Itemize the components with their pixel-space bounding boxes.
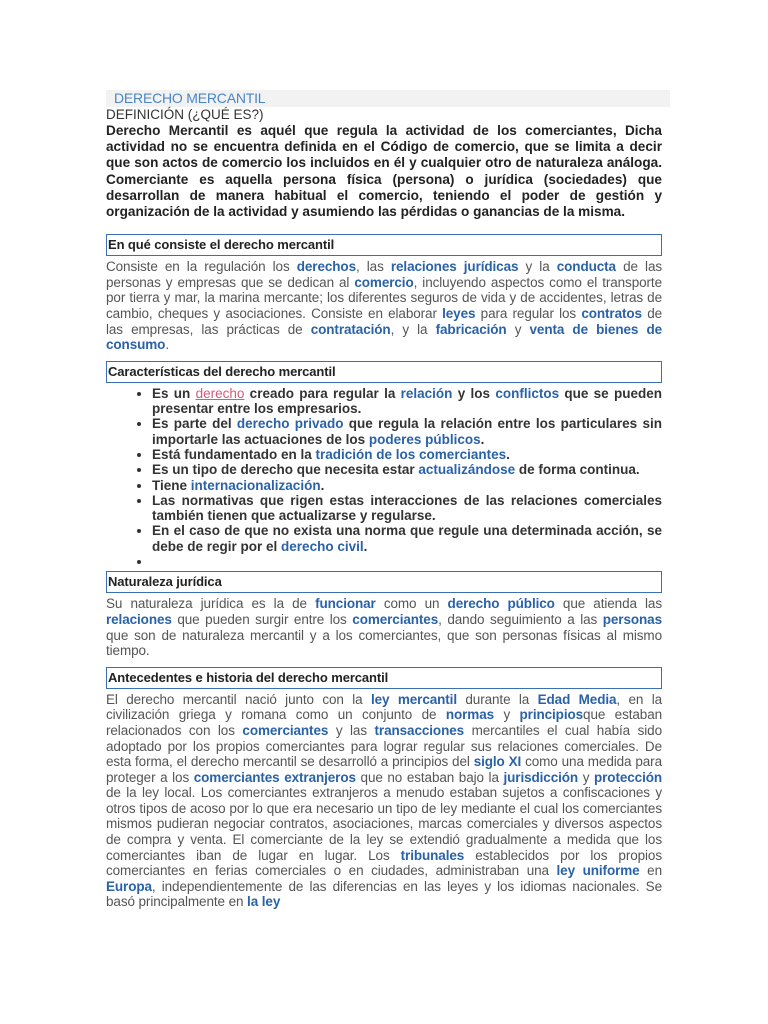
section-body-antecedentes: [106, 692, 662, 910]
text-run: .: [506, 446, 510, 462]
intro-paragraph: Derecho Mercantil es aquél que regula la actividad de los comerciantes, Dicha actividad no se encuentra definida en el Código de comercio, que se limita a decir que son actos de comercio los incluidos en él y cualquier otro de naturaleza análoga. Comerciante es aquella persona física (persona) o jurídica (sociedades) que desarrollan de manera habitual el comercio, teniendo el poder de gestión y organización de la actividad y asumiendo las pérdidas o ganancias de la misma.: [106, 123, 662, 220]
list-item: [152, 447, 662, 462]
text-run: Su naturaleza jurídica es la de: [106, 596, 316, 612]
keyword-link[interactable]: venta de bienes de consumo: [106, 321, 663, 353]
text-run: Es un tipo de derecho que necesita estar: [152, 462, 419, 478]
text-run: Es un: [152, 385, 196, 401]
text-run: .: [320, 477, 325, 493]
list-item: [152, 493, 662, 524]
keyword-link[interactable]: poderes públicos: [368, 431, 481, 447]
keyword-link[interactable]: jurisdicción: [503, 769, 579, 785]
keyword-link[interactable]: derecho civil: [281, 538, 364, 554]
hyperlink[interactable]: derecho: [195, 385, 245, 401]
text-run: establecidos por los propios comerciantes en ferias comerciales o en ciudades, administraban una: [106, 847, 662, 879]
text-run: Tiene: [152, 477, 191, 493]
text-run: Las normativas que rigen estas interacciones de las relaciones comerciales también tienen que actualizarse y regularse.: [152, 492, 662, 524]
keyword-link[interactable]: comerciantes: [242, 722, 329, 738]
text-run: para regular los: [475, 306, 582, 321]
keyword-link[interactable]: leyes: [442, 306, 476, 321]
keyword-link[interactable]: actualizándose: [418, 462, 516, 478]
text-run: de forma continua.: [515, 462, 640, 478]
text-run: que son de naturaleza mercantil y a los comerciantes, que son personas físicas al mismo tiempo.: [106, 627, 662, 659]
list-item: [152, 462, 662, 477]
text-run: como una medida para proteger a los: [106, 754, 662, 785]
keyword-link[interactable]: comerciantes extranjeros: [193, 769, 356, 785]
keyword-link[interactable]: tradición de los comerciantes: [315, 446, 507, 462]
keyword-link[interactable]: derecho público: [447, 596, 555, 612]
keyword-link[interactable]: protección: [594, 769, 663, 785]
text-run: en: [639, 863, 662, 879]
list-item: [152, 478, 662, 493]
text-run: .: [363, 538, 368, 554]
text-run: y las: [328, 722, 375, 738]
keyword-link[interactable]: transacciones: [374, 722, 465, 738]
text-run: como un: [375, 596, 448, 612]
text-run: Está fundamentado en la: [152, 446, 316, 462]
keyword-link[interactable]: relación: [400, 385, 453, 401]
list-item: [152, 523, 662, 554]
section-heading-consiste: En qué consiste el derecho mercantil: [106, 234, 662, 256]
characteristics-list: [106, 386, 662, 570]
keyword-link[interactable]: derecho privado: [236, 416, 344, 432]
text-run: de las empresas, las prácticas de: [106, 306, 663, 337]
text-run: , y la: [390, 321, 436, 337]
text-run: .: [480, 431, 485, 447]
section-heading-antecedentes: Antecedentes e historia del derecho mercantil: [106, 667, 662, 689]
text-run: y: [506, 321, 530, 337]
document-page: [106, 90, 662, 910]
list-item: [152, 386, 662, 417]
definition-label: DEFINICIÓN (¿QUÉ ES?): [106, 107, 264, 122]
keyword-link[interactable]: normas: [445, 707, 495, 723]
keyword-link[interactable]: relaciones jurídicas: [390, 259, 519, 275]
text-run: .: [165, 337, 169, 353]
keyword-link[interactable]: internacionalización: [190, 477, 321, 493]
text-run: de las personas y empresas que se dedican al: [106, 259, 662, 290]
keyword-link[interactable]: relaciones: [106, 611, 172, 627]
list-item: [152, 554, 662, 569]
text-run: de la ley local. Los comerciantes extranjeros a menudo estaban sujetos a confiscaciones y otros tipos de acoso por lo que era necesario un tipo de ley mediante el cual los comerciantes mismos pudieran negociar contratos, asociaciones, marcas comerciales y diversos aspectos de compra y venta. El comerciante de la ley se extendió gradualmente a medida que los comerciantes iban de lugar en lugar. Los: [106, 785, 662, 863]
text-run: que atienda las: [554, 596, 662, 612]
keyword-link[interactable]: Edad Media: [537, 691, 617, 707]
text-run: y: [494, 707, 520, 723]
keyword-link[interactable]: comercio: [354, 274, 414, 290]
document-title: DERECHO MERCANTIL: [106, 90, 670, 107]
text-run: Consiste en la regulación los: [106, 259, 297, 275]
text-run: que se pueden presentar entre los empresarios.: [152, 385, 662, 417]
keyword-link[interactable]: funcionar: [315, 596, 376, 612]
text-run: Es parte del: [152, 416, 237, 432]
text-run: , dando seguimiento a las: [438, 611, 603, 627]
text-run: , independientemente de las diferencias en las leyes y los idiomas nacionales. Se basó principalmente en: [106, 878, 662, 910]
keyword-link[interactable]: ley mercantil: [370, 691, 457, 707]
keyword-link[interactable]: conflictos: [495, 385, 560, 401]
text-run: En el caso de que no exista una norma que regule una determinada acción, se debe de regir por el: [152, 523, 662, 554]
keyword-link[interactable]: contratos: [581, 306, 642, 321]
keyword-link[interactable]: personas: [602, 611, 662, 627]
text-run: , las: [355, 259, 391, 275]
section-body-naturaleza: [106, 596, 662, 658]
keyword-link[interactable]: ley uniforme: [556, 863, 640, 879]
text-run: que regula la relación entre los particulares sin importarle las actuaciones de los: [152, 416, 662, 447]
text-run: que pueden surgir entre los: [171, 611, 353, 627]
text-run: , en la civilización griega y romana como un conjunto de: [106, 691, 663, 723]
keyword-link[interactable]: principios: [519, 707, 584, 723]
text-run: mercantiles el cual había sido adoptado por los propios comerciantes para lograr regular sus relaciones comerciales. De esta forma, el derecho mercantil se desarrolló a principios del: [106, 722, 663, 770]
keyword-link[interactable]: Europa: [106, 878, 152, 894]
text-run: y la: [518, 259, 557, 275]
text-run: que no estaban bajo la: [355, 769, 504, 785]
text-run: que estaban relacionados con los: [106, 707, 663, 738]
text-run: y los: [452, 385, 496, 401]
keyword-link[interactable]: tribunales: [400, 847, 465, 863]
section-body-consiste: [106, 259, 662, 353]
keyword-link[interactable]: conducta: [556, 259, 616, 275]
text-run: y: [578, 769, 594, 785]
list-item: [152, 416, 662, 447]
keyword-link[interactable]: contratación: [310, 321, 391, 337]
section-heading-caracteristicas: Características del derecho mercantil: [106, 361, 662, 383]
keyword-link[interactable]: comerciantes: [352, 611, 439, 627]
text-run: , incluyendo aspectos como el transporte por tierra y mar, la marina mercante; los diferentes seguros de vida y de accidentes, letras de cambio, cheques y asociaciones. Consiste en elaborar: [106, 274, 662, 321]
keyword-link[interactable]: derechos: [296, 259, 356, 275]
section-heading-naturaleza: Naturaleza jurídica: [106, 571, 662, 593]
text-run: durante la: [456, 691, 538, 707]
text-run: creado para regular la: [244, 385, 401, 401]
text-run: El derecho mercantil nació junto con la: [106, 691, 371, 707]
keyword-link[interactable]: la ley: [247, 894, 281, 910]
keyword-link[interactable]: siglo XI: [473, 754, 522, 770]
keyword-link[interactable]: fabricación: [435, 321, 507, 337]
